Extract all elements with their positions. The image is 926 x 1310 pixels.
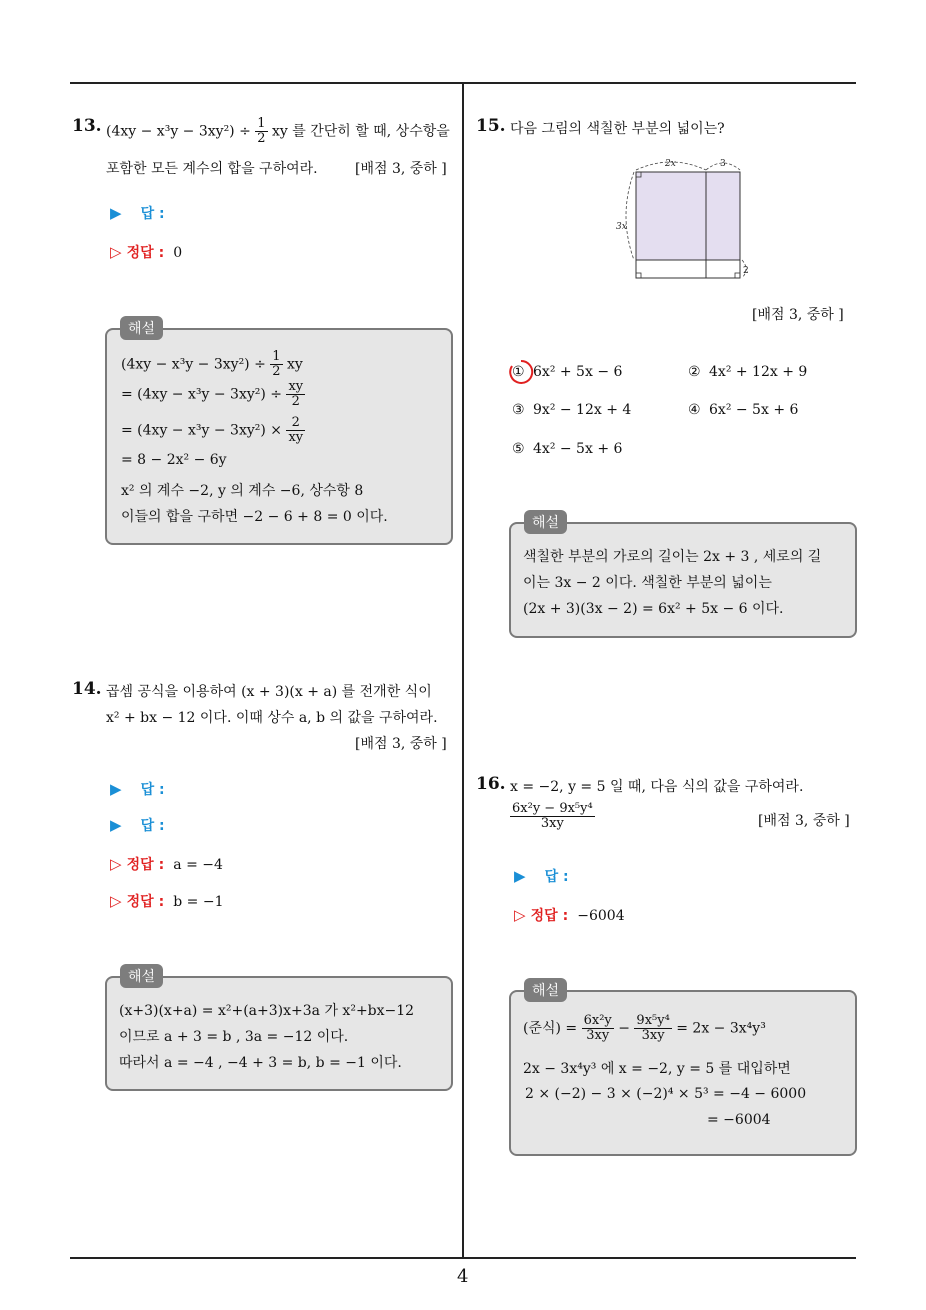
explanation-tag: 해설 [524, 510, 567, 534]
correct-value: b = −1 [173, 894, 224, 910]
correct-label: 정답 : [126, 857, 165, 873]
label-2: 2 [743, 266, 749, 276]
explanation-tag: 해설 [120, 316, 163, 340]
triangle-outline-icon: ▷ [514, 906, 526, 924]
choice-mark: ③ [512, 402, 525, 418]
triangle-outline-icon: ▷ [110, 243, 122, 261]
explain-line3: 2 × (−2) − 3 × (−2)⁴ × 5³ = −4 − 6000 [525, 1086, 807, 1102]
correct-label: 정답 : [126, 245, 165, 261]
play-arrow-icon: ▶ [514, 867, 526, 885]
correct-answer-row-1 [110, 852, 223, 878]
choice-mark: ① [512, 364, 525, 380]
answer-row-2[interactable] [110, 815, 165, 835]
page-number: 4 [457, 1266, 469, 1287]
choice-5[interactable] [512, 441, 622, 457]
explain-line3: = (4xy − x³y − 3xy²) × $\frac{2}{xy}$ [121, 415, 304, 445]
explain-line1: (x+3)(x+a) = x²+(a+3)x+3a 가 x²+bx−12 [119, 1003, 415, 1019]
explanation-tag: 해설 [120, 964, 163, 988]
correct-answer-row [110, 240, 182, 266]
answer-label: 답 : [544, 869, 569, 885]
play-arrow-icon: ▶ [110, 780, 122, 798]
choice-text: 6x² − 5x + 6 [709, 402, 799, 418]
answer-label: 답 : [140, 206, 165, 222]
choice-text: 4x² + 12x + 9 [709, 364, 808, 380]
explanation-box [105, 328, 453, 545]
question-number: 14. [72, 679, 102, 699]
choice-3[interactable] [512, 402, 631, 418]
choice-mark: ② [688, 364, 701, 380]
explanation-tag: 해설 [524, 978, 567, 1002]
selected-circle-icon [507, 358, 535, 386]
question-text-line2: x² + bx − 12 이다. 이때 상수 a, b 의 값을 구하여라. [106, 710, 438, 726]
choice-2[interactable] [688, 364, 807, 380]
choice-mark: ④ [688, 402, 701, 418]
label-3: 3 [720, 159, 726, 169]
brace-left-3x [626, 172, 634, 260]
explain-line2: 이므로 a + 3 = b , 3a = −12 이다. [119, 1029, 349, 1045]
choice-text: 6x² + 5x − 6 [533, 364, 623, 380]
play-arrow-icon: ▶ [110, 204, 122, 222]
choice-text: 9x² − 12x + 4 [533, 402, 632, 418]
explanation-box [509, 990, 857, 1156]
triangle-outline-icon: ▷ [110, 855, 122, 873]
expr-rest: xy 를 간단히 할 때, 상수항을 [272, 123, 450, 140]
explain-line1: (4xy − x³y − 3xy²) ÷ $\frac{1}{2}$ xy [121, 349, 303, 379]
answer-label: 답 : [140, 782, 165, 798]
corner-mark [735, 273, 740, 278]
explain-line2: 2x − 3x⁴y³ 에 x = −2, y = 5 를 대입하면 [523, 1061, 791, 1077]
correct-value: 0 [173, 245, 183, 261]
score-label: [배점 3, 중하 ] [752, 307, 844, 323]
explain-line6: 이들의 합을 구하면 −2 − 6 + 8 = 0 이다. [121, 509, 388, 525]
explanation-box [509, 522, 857, 638]
correct-value: a = −4 [173, 857, 223, 873]
choice-4[interactable] [688, 402, 798, 418]
expr: (4xy − x³y − 3xy²) ÷ [106, 123, 251, 140]
column-divider [462, 84, 464, 1258]
score-label: [배점 3, 중하 ] [758, 813, 850, 829]
question-number: 15. [476, 116, 506, 136]
choice-text: 4x² − 5x + 6 [533, 441, 623, 457]
correct-answer-row-2 [110, 889, 224, 915]
explain-line3: (2x + 3)(3x − 2) = 6x² + 5x − 6 이다. [523, 601, 784, 617]
answer-row[interactable] [514, 866, 569, 886]
explain-line2: = (4xy − x³y − 3xy²) ÷ $\frac{xy}{2}$ [121, 379, 304, 409]
correct-label: 정답 : [530, 908, 569, 924]
correct-answer-row [514, 903, 625, 929]
question-number: 13. [72, 116, 102, 136]
play-arrow-icon: ▶ [110, 816, 122, 834]
question-text-line1: x = −2, y = 5 일 때, 다음 식의 값을 구하여라. [510, 779, 804, 795]
explain-line1: 색칠한 부분의 가로의 길이는 2x + 3 , 세로의 길 [523, 549, 822, 565]
question-text-line2: 포함한 모든 계수의 합을 구하여라. [106, 161, 318, 177]
explain-line5: x² 의 계수 −2, y 의 계수 −6, 상수항 8 [121, 483, 364, 499]
score-label: [배점 3, 중하 ] [355, 161, 447, 177]
label-2x: 2x [665, 159, 676, 169]
question-text-line1: 다음 그림의 색칠한 부분의 넓이는? [510, 121, 725, 137]
explain-line4: = −6004 [707, 1112, 771, 1128]
fraction: $\frac{1}{2}$ [257, 116, 266, 146]
label-3x: 3x [616, 222, 627, 232]
question-text-line1: 곱셈 공식을 이용하여 (x + 3)(x + a) 를 전개한 식이 [106, 684, 432, 700]
explain-line2: 이는 3x − 2 이다. 색칠한 부분의 넓이는 [523, 575, 772, 591]
explain-line3: 따라서 a = −4 , −4 + 3 = b, b = −1 이다. [119, 1055, 402, 1071]
rectangle-figure [612, 152, 762, 282]
correct-label: 정답 : [126, 894, 165, 910]
question-fraction: $\frac{\text{6x²y − 9x⁵y⁴}}{3xy}$ [512, 801, 593, 831]
answer-label: 답 : [140, 818, 165, 834]
answer-row[interactable] [110, 203, 165, 223]
corner-mark [636, 273, 641, 278]
triangle-outline-icon: ▷ [110, 892, 122, 910]
explain-line1: (준식) = $\frac{\text{6x²y}}{3xy}$ − $\frac{\text{9x⁵y⁴}}{3xy}$ = 2x − 3x⁴y³ [523, 1013, 766, 1043]
question-number: 16. [476, 774, 506, 794]
choice-mark: ⑤ [512, 441, 525, 457]
bottom-rule [70, 1257, 856, 1259]
explain-line4: = 8 − 2x² − 6y [121, 452, 227, 468]
shaded-region [636, 172, 740, 260]
explanation-box [105, 976, 453, 1091]
score-label: [배점 3, 중하 ] [355, 736, 447, 752]
question-text-line1 [106, 117, 450, 146]
correct-value: −6004 [577, 908, 625, 924]
answer-row-1[interactable] [110, 779, 165, 799]
